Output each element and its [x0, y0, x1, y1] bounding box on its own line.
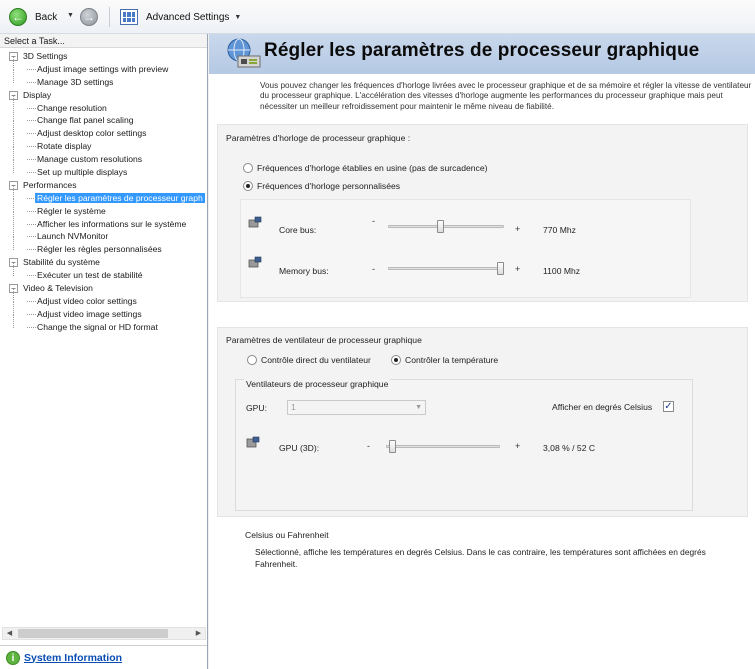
gpu3d-slider-track[interactable] — [386, 445, 500, 448]
tree-item-label: Régler le système — [37, 205, 106, 216]
gpu-label: GPU: — [246, 403, 268, 413]
scrollbar-thumb[interactable] — [18, 629, 168, 638]
tree-item[interactable] — [0, 308, 207, 321]
core-bus-label: Core bus: — [279, 225, 317, 235]
memory-bus-slider-thumb[interactable] — [497, 262, 504, 275]
fan-chip-icon — [246, 436, 260, 448]
forward-button[interactable] — [80, 8, 98, 26]
gpu3d-plus: + — [515, 441, 521, 451]
tree-category-label: Video & Television — [23, 283, 93, 294]
info-icon: i — [6, 651, 20, 665]
radio-factory-label: Fréquences d'horloge établies en usine (pas de surcadence) — [257, 163, 488, 173]
fan-section-title: Paramètres de ventilateur de processeur graphique — [226, 335, 422, 345]
fan-group-title: Ventilateurs de processeur graphique — [246, 379, 389, 389]
clock-section-title: Paramètres d'horloge de processeur graphique : — [226, 133, 411, 143]
system-information-link[interactable]: System Information — [24, 651, 123, 664]
intro-text: Vous pouvez changer les fréquences d'horloge livrées avec le processeur graphique et de sa mémoire et régler la vitesse de ventilateur du processeur graphique. L'accélération des vitesses d'horloge augmente les performances du processeur graphique mais peut nécessiter un meilleur refroidissement pour maintenir le même niveau de fiabilité. — [260, 81, 752, 111]
tree-item-label: Adjust image settings with preview — [37, 63, 169, 74]
forward-arrow-icon: → — [80, 8, 98, 26]
tree-item[interactable] — [0, 127, 207, 140]
tree-item[interactable] — [0, 243, 207, 256]
collapse-icon[interactable]: − — [9, 181, 18, 190]
core-plus: + — [515, 224, 521, 234]
tree-item-label: Change flat panel scaling — [37, 115, 134, 126]
gpu3d-slider-thumb[interactable] — [389, 440, 396, 453]
core-minus: - — [372, 216, 375, 226]
collapse-icon[interactable]: − — [9, 52, 18, 61]
tree-item-label: Change the signal or HD format — [37, 321, 158, 332]
back-arrow-icon: ← — [9, 8, 27, 26]
tree-item-label: Launch NVMonitor — [37, 231, 109, 242]
core-bus-value: 770 Mhz — [543, 225, 576, 235]
radio-direct-label: Contrôle direct du ventilateur — [261, 355, 371, 365]
gpu-globe-icon — [224, 36, 264, 74]
tree-item[interactable] — [0, 205, 207, 218]
collapse-icon[interactable]: − — [9, 258, 18, 267]
tree-item[interactable] — [0, 321, 207, 334]
gpu3d-minus: - — [367, 441, 370, 451]
core-bus-slider-track[interactable] — [388, 225, 504, 228]
toolbar — [0, 0, 755, 34]
tree-item-label: Afficher les informations sur le système — [37, 218, 187, 229]
tree-item[interactable] — [0, 295, 207, 308]
advanced-settings-label: Advanced Settings — [146, 11, 230, 23]
back-button[interactable] — [9, 8, 57, 26]
tree-item[interactable] — [0, 114, 207, 127]
tree-category[interactable] — [0, 256, 207, 269]
tree-category-label: Display — [23, 89, 52, 100]
scroll-right-icon[interactable]: ▶ — [195, 630, 202, 637]
advanced-settings-menu[interactable] — [120, 9, 241, 25]
toolbar-separator — [109, 7, 110, 27]
clock-sliders-box — [240, 199, 691, 298]
radio-custom-label: Fréquences d'horloge personnalisées — [257, 181, 401, 191]
gpu3d-value: 3,08 % / 52 C — [543, 443, 596, 453]
celsius-checkbox[interactable]: ✓ — [664, 401, 673, 412]
collapse-icon[interactable]: − — [9, 91, 18, 100]
memory-minus: - — [372, 264, 375, 274]
radio-direct-indicator[interactable] — [247, 355, 257, 365]
radio-temperature-indicator[interactable] — [391, 355, 401, 365]
tree-item[interactable] — [0, 102, 207, 115]
page-banner — [209, 34, 755, 74]
radio-custom-clocks[interactable] — [243, 181, 400, 191]
fan-settings-section — [217, 327, 748, 517]
tree-item-label: Rotate display — [37, 141, 92, 152]
tree-category[interactable] — [0, 282, 207, 295]
tree-item-label: Régler les paramètres de processeur graph — [37, 192, 203, 203]
chip-icon — [248, 216, 262, 228]
tree-category-label: 3D Settings — [23, 51, 68, 61]
core-bus-slider-thumb[interactable] — [437, 220, 444, 233]
gpu-select-value: 1 — [291, 402, 296, 412]
system-information-footer — [0, 645, 207, 669]
tree-category-label: Stabilité du système — [23, 257, 100, 268]
fan-group-box — [235, 379, 693, 511]
memory-chip-icon — [248, 256, 262, 268]
tree-item[interactable] — [0, 166, 207, 179]
tree-item-label: Régler les règles personnalisées — [37, 244, 162, 255]
chevron-down-icon: ▼ — [415, 404, 422, 411]
memory-bus-slider-track[interactable] — [388, 267, 504, 270]
gpu3d-label: GPU (3D): — [279, 443, 320, 453]
tree-item[interactable] — [0, 230, 207, 243]
gpu-select[interactable] — [287, 400, 426, 415]
tree-item-label: Adjust desktop color settings — [37, 128, 147, 139]
tree-category[interactable] — [0, 50, 207, 63]
tree-item-label: Exécuter un test de stabilité — [37, 270, 143, 281]
help-text: Sélectionné, affiche les températures en degrés Celsius. Dans le cas contraire, les températures sont affichées en degrés Fahrenheit. — [255, 547, 706, 569]
help-title: Celsius ou Fahrenheit — [245, 530, 329, 540]
memory-bus-label: Memory bus: — [279, 266, 329, 276]
tree-item-label: Manage custom resolutions — [37, 154, 143, 165]
task-header: Select a Task... — [0, 34, 207, 48]
radio-factory-clocks[interactable] — [243, 163, 487, 173]
radio-direct-fan[interactable] — [247, 355, 371, 365]
chevron-down-icon: ▼ — [234, 13, 242, 21]
memory-bus-value: 1100 Mhz — [543, 266, 581, 276]
tree-item-label: Adjust video image settings — [37, 308, 142, 319]
tree-item-label: Adjust video color settings — [37, 295, 137, 306]
horizontal-scrollbar[interactable] — [2, 627, 206, 640]
tree-item-label: Set up multiple displays — [37, 167, 128, 178]
radio-temperature-label: Contrôler la température — [405, 355, 499, 365]
tree-category-label: Performances — [23, 179, 77, 190]
tree-item[interactable] — [0, 140, 207, 153]
content-pane — [209, 34, 755, 669]
tree-category[interactable] — [0, 89, 207, 102]
tree-item[interactable] — [0, 63, 207, 76]
task-tree — [0, 48, 207, 334]
tree-item[interactable] — [0, 153, 207, 166]
page-title: Régler les paramètres de processeur graphique — [264, 40, 700, 61]
clock-settings-section — [217, 124, 748, 302]
tree-item[interactable] — [0, 192, 207, 205]
back-label: Back — [35, 11, 58, 23]
radio-temperature[interactable] — [391, 355, 498, 365]
celsius-label: Afficher en degrés Celsius — [552, 402, 653, 412]
radio-factory-indicator[interactable] — [243, 163, 253, 173]
scroll-left-icon[interactable]: ◀ — [6, 630, 13, 637]
memory-plus: + — [515, 264, 521, 274]
tree-item[interactable] — [0, 218, 207, 231]
collapse-icon[interactable]: − — [9, 284, 18, 293]
tree-item-label: Manage 3D settings — [37, 76, 114, 87]
tree-category[interactable] — [0, 179, 207, 192]
radio-custom-indicator[interactable] — [243, 181, 253, 191]
tree-item[interactable] — [0, 269, 207, 282]
task-navigation-pane — [0, 34, 208, 669]
tree-item-label: Change resolution — [37, 102, 107, 113]
view-grid-icon — [120, 9, 138, 25]
tree-item[interactable] — [0, 76, 207, 89]
back-history-dropdown[interactable]: ▼ — [67, 12, 74, 19]
